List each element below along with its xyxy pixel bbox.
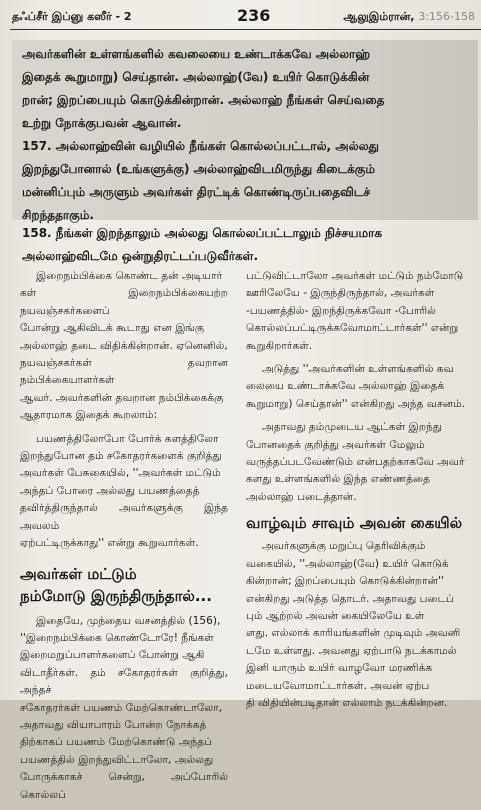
- verse-intro: [22, 43, 442, 135]
- section-heading-2: வாழ்வும் சாவும் அவன் கையில்: [246, 514, 463, 533]
- text-line: வகையில், ''அல்லாஹ்(வே) உயிர் கொடுக்: [246, 557, 449, 570]
- text-line: களது உள்ளங்களில் இந்த எண்ணத்தை: [246, 473, 430, 486]
- left-paragraph-3: [20, 613, 228, 804]
- verse-number-158: 158.: [22, 226, 52, 240]
- text-line: கொல்லப்பட்டிருக்கவோமாட்டார்கள்'' என்று: [246, 322, 459, 335]
- text-line: ''இறைநம்பிக்கை கொண்டோரே! நீங்கள்: [20, 631, 214, 644]
- text-line: ஆதாரமாக இதைக் கூறலாம்:: [20, 409, 158, 422]
- surah-reference: [343, 10, 475, 25]
- text-line: சகோதரர்கள் பயணம் மேற்கொண்டாலோ,: [20, 701, 223, 714]
- text-line: ஊரிலேயே - இருந்திருந்தால், அவர்கள்: [246, 287, 435, 300]
- text-line: என்கிறது அடுத்த தொடர். அதாவது படைப்: [246, 592, 454, 605]
- text-line: மடையவோமாட்டார்கள். அவன் ஏற்ப: [246, 679, 430, 692]
- text-line: போனதைக் குறித்து அவர்கள் மேலும்: [246, 438, 425, 451]
- verse-number-157: 157.: [22, 139, 52, 153]
- left-column: [20, 268, 228, 810]
- text-line: கள் இறைநம்பிக்கையற்ற நயவஞ்சகர்களைப்: [20, 287, 228, 317]
- page-number: 236: [237, 6, 271, 25]
- right-column: [246, 268, 478, 718]
- text-line: அவர்களின் உள்ளங்களில் கவலையை உண்டாக்கவே அல்லாஹ்: [22, 47, 371, 61]
- text-line: இதையே, முந்தைய வசனத்தில் (156),: [36, 614, 221, 627]
- text-line: -பயணத்தில்- இறந்திருக்கவோ -போரில்: [246, 304, 436, 317]
- right-paragraph-1: [246, 268, 478, 355]
- verse-158-line: நீங்கள் இறந்தாலும் அல்லது கொல்லப்பட்டாலும் நிச்சயமாக: [55, 226, 383, 240]
- page-header: [12, 6, 475, 28]
- left-paragraph-1: [20, 268, 228, 425]
- text-line: தவிர்த்திருந்தால் அவர்களுக்கு இந்த அவலம்: [20, 502, 228, 532]
- verse-157: [22, 135, 442, 227]
- text-line: உற்று நோக்குபவன் ஆவான்.: [22, 116, 182, 130]
- text-line: போருக்காகச் சென்று, அப்போரில் கொல்லப்: [20, 771, 228, 801]
- text-line: கூறுமாறு) செய்தான்'' என்கிறது அந்த வசனம்.: [246, 397, 465, 410]
- book-title: தஃப்சீர் இப்னு கஸீர் - 2: [12, 10, 132, 23]
- verse-range: 3:156-158: [418, 10, 475, 23]
- text-line: றான்; இறப்பையும் கொடுக்கின்றான். அல்லாஹ் நீங்கள் செய்வதை: [22, 93, 385, 107]
- right-paragraph-3: [246, 419, 478, 506]
- text-line: சிறந்ததாகும்.: [22, 208, 94, 222]
- left-paragraph-2: [20, 431, 228, 553]
- verse-157-line: அல்லாஹ்வின் வழியில் நீங்கள் கொல்லப்பட்டால், அல்லது: [55, 139, 379, 153]
- text-line: போன்று ஆகிவிடக் கூடாது என இங்கு: [20, 322, 205, 335]
- text-line: திற்காகப் பயணம் மேற்கொண்டு அந்தப்: [20, 736, 213, 749]
- text-line: அவர்கள் பேசுகையில், ''அவர்கள் மட்டும்: [20, 467, 221, 480]
- header-rule: [10, 29, 481, 30]
- text-line: ஆவர். அவர்களின் தவறான நம்பிக்கைக்கு: [20, 391, 224, 404]
- text-line: அந்தப் போரை அல்லது பயணத்தைத்: [20, 484, 200, 497]
- text-line: தி விதியின்படிதான் எல்லாம் நடக்கின்றன.: [246, 696, 448, 709]
- surah-name: ஆலுஇம்ரான்,: [343, 10, 415, 23]
- section-heading-1: [20, 563, 228, 607]
- text-line: நம்மோடு இருந்திருந்தால்...: [20, 586, 212, 605]
- text-line: பயணத்திலோபோ போர்க் களத்திலோ: [36, 432, 219, 445]
- text-line: கின்றான்; இறப்பையும் கொடுக்கின்றான்'': [246, 575, 444, 588]
- text-line: லையை உண்டாக்கவே அல்லாஹ் இதைக்: [246, 380, 445, 393]
- text-line: மன்னிப்பும் அருளும் அவர்கள் திரட்டிக் கொண்டிருப்பதைவிடச்: [22, 185, 370, 199]
- text-line: டமே உள்ளது. அவனது ஏற்பாடு நடக்காமல்: [246, 644, 457, 657]
- text-line: இறைமறுப்பாளர்களைப் போன்று ஆகி: [20, 649, 205, 662]
- text-line: பட்டுவிட்டாலோ அவர்கள் மட்டும் நம்மோடு: [246, 270, 464, 282]
- text-line: அல்லாஹ் படைத்தான்.: [246, 490, 357, 503]
- text-line: அவர்களுக்கு மறுப்பு தெரிவிக்கும்: [262, 540, 426, 553]
- text-line: இனி யாரும் உயிர் வாழவோ மரணிக்க: [246, 662, 433, 675]
- text-line: அவர்கள் மட்டும்: [20, 564, 137, 583]
- text-line: இறந்துபோனால் (உங்களுக்கு) அல்லாஹ்விடமிருந்து கிடைக்கும்: [22, 162, 375, 176]
- text-line: ஏற்பட்டிருக்காது'' என்று கூறுவார்கள்.: [20, 537, 199, 550]
- text-line: பும் ஆற்றல் அவன் கையிலேயே உள்: [246, 609, 425, 622]
- text-line: கூறுகிறார்கள்.: [246, 339, 313, 352]
- text-line: வருத்தப்படவேண்டும் என்பதற்காகவே அவர்: [246, 456, 465, 469]
- text-line: நயவஞ்சகர்கள் தவறான நம்பிக்கையாளர்கள்: [20, 357, 228, 387]
- text-line: இதைக் கூறுமாறு) செய்தான். அல்லாஹ்(வே) உயிர் கொடுக்கின்: [22, 70, 370, 84]
- text-line: இறைநம்பிக்கை கொண்ட தன் அடியார்: [36, 270, 223, 282]
- text-line: அல்லாஹ் தடை விதிக்கின்றான். ஏனெனில்,: [20, 339, 228, 352]
- text-line: பயணத்தில் இறந்துவிட்டாலோ, அல்லது: [20, 753, 214, 766]
- text-line: அல்லாஹ்விடமே ஒன்றுதிரட்டப்படுவீர்கள்.: [22, 249, 259, 263]
- text-line: அதாவது தம்முடைய ஆட்கள் இறந்து: [262, 421, 443, 434]
- text-line: அதாவது வியாபாரம் போன்ற நோக்கத்: [20, 718, 207, 731]
- text-line: ளது. எல்லாக் காரியங்களின் முடிவும் அவனி: [246, 627, 461, 640]
- text-line: இறந்துபோன தம் சகோதரர்களைக் குறித்து: [20, 450, 222, 463]
- right-paragraph-4: [246, 538, 478, 712]
- text-line: அடுத்து ''அவர்களின் உள்ளங்களில் கவ: [262, 363, 454, 376]
- right-paragraph-2: [246, 361, 478, 413]
- verse-158: [22, 222, 442, 268]
- text-line: விடாதீர்கள். தம் சகோதரர்கள் குறித்து, அந்தச்: [20, 666, 228, 697]
